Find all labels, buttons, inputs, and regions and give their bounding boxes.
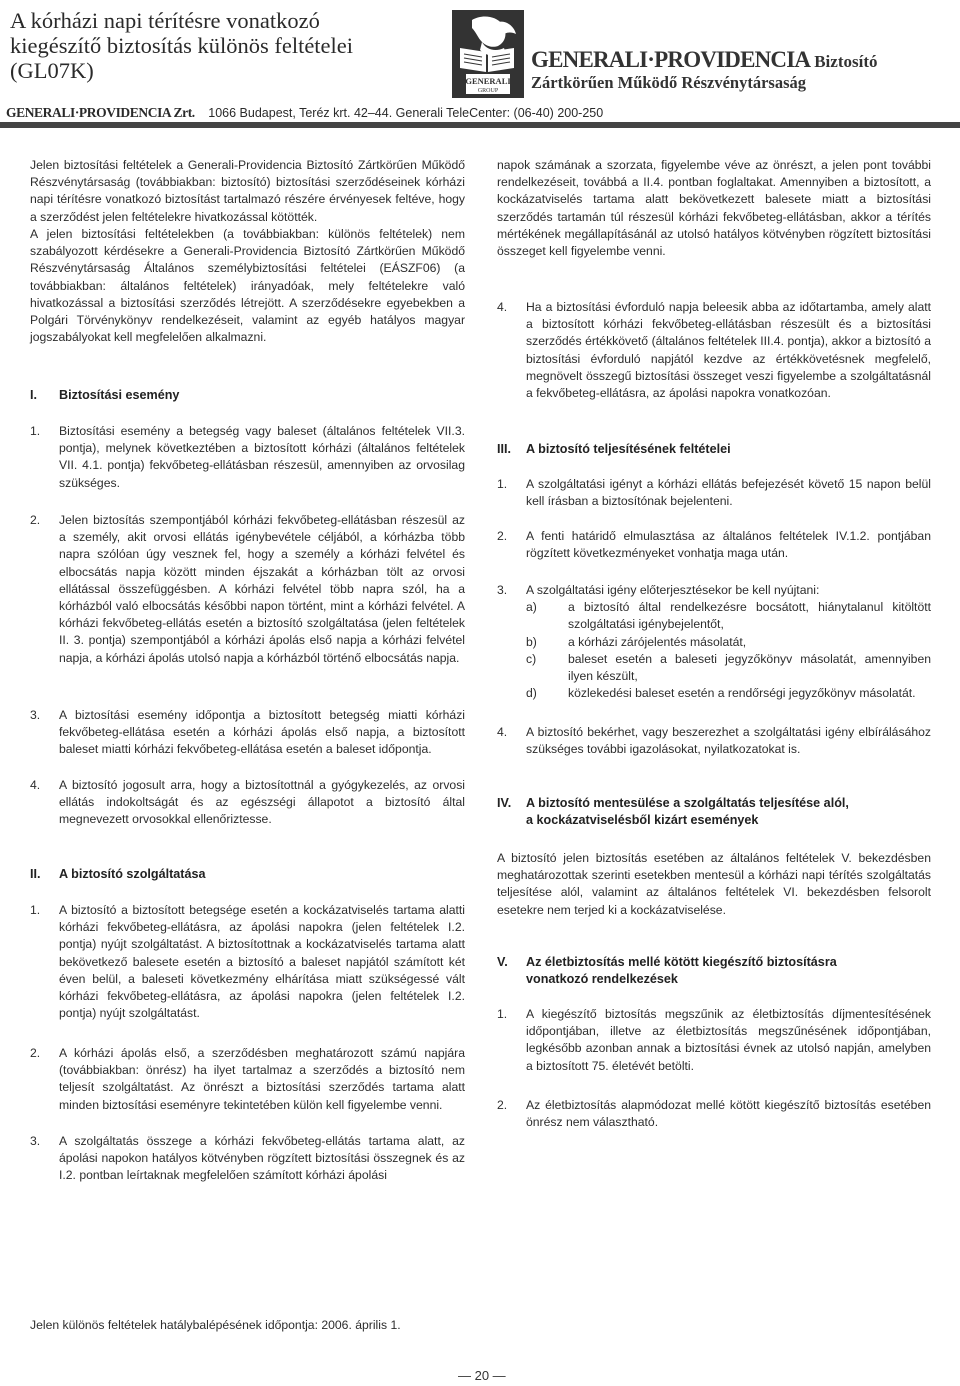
sec3-item-1: 1. A szolgáltatási igényt a kórházi ellátás befejezését követő 15 napon belül kell írásban a biztosítónak bejelenteni. <box>497 477 931 509</box>
section-1-heading: I. Biztosítási esemény <box>30 388 180 402</box>
section-4-text: A biztosító jelen biztosítás esetében az általános feltételek V. bekezdésben meghatározottak szerinti esetekben mentesül a kórházi napi térítés szolgáltatás teljesítése alól, valamint az általános feltételek VI. bekezdésben felsorolt esetekre nem terjed ki a kockázatviselése. <box>497 851 931 917</box>
title-line-2: kiegészítő biztosítás különös feltételei <box>10 33 354 58</box>
sec1-item-2: 2. Jelen biztosítás szempontjából kórházi fekvőbeteg-ellátásban részesül az a személy, akit orvosi ellátás igénybevétele céljából, a kórházba több napra szólóan úgy vesznek fel, hogy a személy a kórházi felvétel és elbocsátás napja között minden éjszakát a kórházban tölt az orvosi ellátással összefüggésben. A kórházi felvétel több napra szól, ha a kórházból való elbocsátás későbbi napon történt, mint a kórházi felvétel. A kórházi fekvőbeteg-ellátás esetén a biztosító szolgáltatása (jelen feltételek II. 3. pontja) szempontjából a kórházi ápolás első napja a kórházi felvétel napja, a kórházi ápolás utolsó napja a kórházból történő elbocsátás napja. <box>30 513 465 665</box>
sec3-sub-a: a) a biztosító által rendelkezésre bocsátott, hiánytalanul kitöltött szolgáltatási igénybejelentőt, <box>526 600 931 632</box>
svg-text:GENERALI: GENERALI <box>465 76 511 86</box>
sec5-item-1: 1. A kiegészítő biztosítás megszűnik az életbiztosítás díjmentesítésének időpontjában, illetve az életbiztosítás megszűnésének időpontjában, legkésőbb azonban annak a biztosítási évnek az utolsó napján, amelyben a biztosított 75. életévét betölti. <box>497 1007 931 1073</box>
company-form: Zártkörűen Működő Részvénytársaság <box>531 73 806 92</box>
sec2-item-4: 4. Ha a biztosítási évforduló napja beleesik abba az időtartamba, amely alatt a biztosított kórházi fekvőbeteg-ellátásban részesült és a biztosítási szerződés értékkövető (általános feltételek III.4. pontja), akkor a biztosító a biztosítási évforduló napjától kezdve az értékkövetésnek megfelelő, megnövelt összegű biztosítási összeget veszi figyelembe a szolgáltatásnál a fekvőbeteg-ellátásra, az ápolási napokra vonatkozóan. <box>497 300 931 401</box>
intro-paragraph-1: Jelen biztosítási feltételek a Generali-Providencia Biztosító Zártkörűen Működő Részvénytársaság (továbbiakban: biztosító) biztosítási szerződéseinek kórházi napi térítésre vonatkozó biztosítást tartalmazó részére érvényesek feltéve, hogy a szerződést jelen feltételekre hivatkozással kötötték. <box>30 158 465 224</box>
section-3-heading: III. A biztosító teljesítésének feltételei <box>497 442 731 456</box>
intro-paragraph-2: A jelen biztosítási feltételekben (a továbbiakban: különös feltételek) nem szabályozott kérdésekre a Generali-Providencia Biztosító Zártkörűen Működő Részvénytársaság Általános személybiztosítási feltételei (EÁSZF06) (a továbbiakban: általános feltételek) irányadóak, mely feltételekre való hivatkozással a biztosítási szerződés létrejött. A szerződésekre egyebekben a Polgári Törvénykönyv rendelkezéseit, valamint az egyéb hatályos magyar jogszabályokat kell megfelelően alkalmazni. <box>30 227 465 345</box>
effective-date-note: Jelen különös feltételek hatálybalépésének időpontja: 2006. április 1. <box>30 1318 401 1332</box>
sec3-item-4: 4. A biztosító bekérhet, vagy beszerezhet a szolgáltatási igény elbírálásához szükséges további igazolásokat, nyilatkozatokat is. <box>497 725 931 757</box>
sec3-sub-b: b) a kórházi zárójelentés másolatát, <box>526 634 747 649</box>
lion-book-icon <box>452 10 524 98</box>
sec2-item-2: 2. A kórházi ápolás első, a szerződésben meghatározott számú napjára (továbbiakban: önrész) ha ilyet tartalmaz a szerződés a biztosító nem teljesít szolgáltatást. Az önrészt a biztosítási szerződés tartama alatt minden biztosítási eseményre tekintetében külön kell figyelembe venni. <box>30 1046 465 1112</box>
section-5-heading: V. Az életbiztosítás mellé kötött kiegészítő biztosításra vonatkozó rendelkezések <box>497 955 837 987</box>
sec1-item-1: 1. Biztosítási esemény a betegség vagy baleset (általános feltételek VII.3. pontja), melynek következtében a biztosított kórházi (általános feltételek VII. 4.1. pontja) fekvőbeteg-ellátásban részesül, amennyiben az orvosilag szükséges. <box>30 424 465 490</box>
company-name-block <box>531 47 951 93</box>
sec2-item-3-continued: napok számának a szorzata, figyelembe véve az önrészt, a jelen pont további rendelkezéseit, továbbá a II.4. pontban foglaltakat. Amennyiben a biztosított, a kockázatviselés tartama alatt bekövetkezett balesete miatt a biztosítási szerződés tartamán túl részesül kórházi fekvőbeteg-ellátásban, akkor a térítés mértékének megállapításánál az utolsó hatályos kötvényben rögzített biztosítási összeget kell figyelembe venni. <box>497 158 931 259</box>
generali-logo <box>452 10 524 98</box>
address-text: 1066 Budapest, Teréz krt. 42–44. Generali TeleCenter: (06-40) 200-250 <box>208 106 604 120</box>
sec1-item-3: 3. A biztosítási esemény időpontja a biztosított betegség miatti kórházi fekvőbeteg-ellátása esetén a kórházi ápolás első napja, a biztosított baleset miatti kórházi fekvőbeteg-ellátása esetén a baleset időpontja. <box>30 708 465 757</box>
sec2-item-1: 1. A biztosító a biztosított betegsége esetén a kockázatviselés tartama alatti kórházi fekvőbeteg-ellátásra, az ápolási napokra (jelen feltételek I.2. pontja) nyújt szolgáltatást. A biztosítottnak a kockázatviselés tartama alatt bekövetkező balesete esetén a biztosító a baleset napjától számított két éven belül, a baleseti következmény elhárítása miatt szükségessé vált kórházi fekvőbeteg-ellátásra, az ápolási napokra (jelen feltételek I.2. pontja) nyújt szolgáltatást. <box>30 903 465 1021</box>
page-number: — 20 — <box>458 1368 506 1383</box>
sec3-item-2: 2. A fenti határidő elmulasztása az általános feltételek IV.1.2. pontjában rögzített következményeket vonhatja maga után. <box>497 529 931 561</box>
company-brand: GENERALI·PROVIDENCIA <box>531 47 811 72</box>
header-rule <box>0 122 960 128</box>
title-line-3: (GL07K) <box>10 58 94 83</box>
sec3-item-3: 3. A szolgáltatási igény előterjesztésekor be kell nyújtani: a) a biztosító által rendelkezésre bocsátott, hiánytalanul kitöltött szolgáltatási igénybejelentőt, b) a kórházi zárójelentés másolatát, c) baleset esetén a baleseti jegyzőkönyv másolatát, amennyiben ilyen készült, d) közlekedési baleset esetén a rendőrségi jegyzőkönyv másolatát. <box>497 582 931 702</box>
sec5-item-2: 2. Az életbiztosítás alapmódozat mellé kötött kiegészítő biztosítás esetében önrész nem választható. <box>497 1098 931 1130</box>
document-title <box>10 8 440 83</box>
company-suffix: Biztosító <box>814 52 878 71</box>
section-4-heading: IV. A biztosító mentesülése a szolgáltatás teljesítése alól, a kockázatviselésből kizárt események <box>497 796 849 828</box>
svg-text:GROUP: GROUP <box>477 88 499 94</box>
sec3-sub-c: c) baleset esetén a baleseti jegyzőkönyv másolatát, amennyiben ilyen készült, <box>526 651 931 684</box>
sec1-item-4: 4. A biztosító jogosult arra, hogy a biztosítottnál a gyógykezelés, az orvosi ellátás indokoltságát és az egészségi állapotot a biztosító által megnevezett orvosokkal ellenőriztesse. <box>30 778 465 827</box>
title-line-1: A kórházi napi térítésre vonatkozó <box>10 8 320 33</box>
address-brand: GENERALI·PROVIDENCIA Zrt. <box>6 105 195 120</box>
address-bar <box>6 105 603 121</box>
section-2-heading: II. A biztosító szolgáltatása <box>30 867 206 881</box>
sec2-item-3: 3. A szolgáltatás összege a kórházi fekvőbeteg-ellátás tartama alatt, az ápolási napokon hatályos kötvényben rögzített biztosítási összegnek és az I.2. pontban leírtaknak megfelelően számított kórházi ápolási <box>30 1134 465 1183</box>
sec3-sub-d: d) közlekedési baleset esetén a rendőrségi jegyzőkönyv másolatát. <box>526 686 916 701</box>
